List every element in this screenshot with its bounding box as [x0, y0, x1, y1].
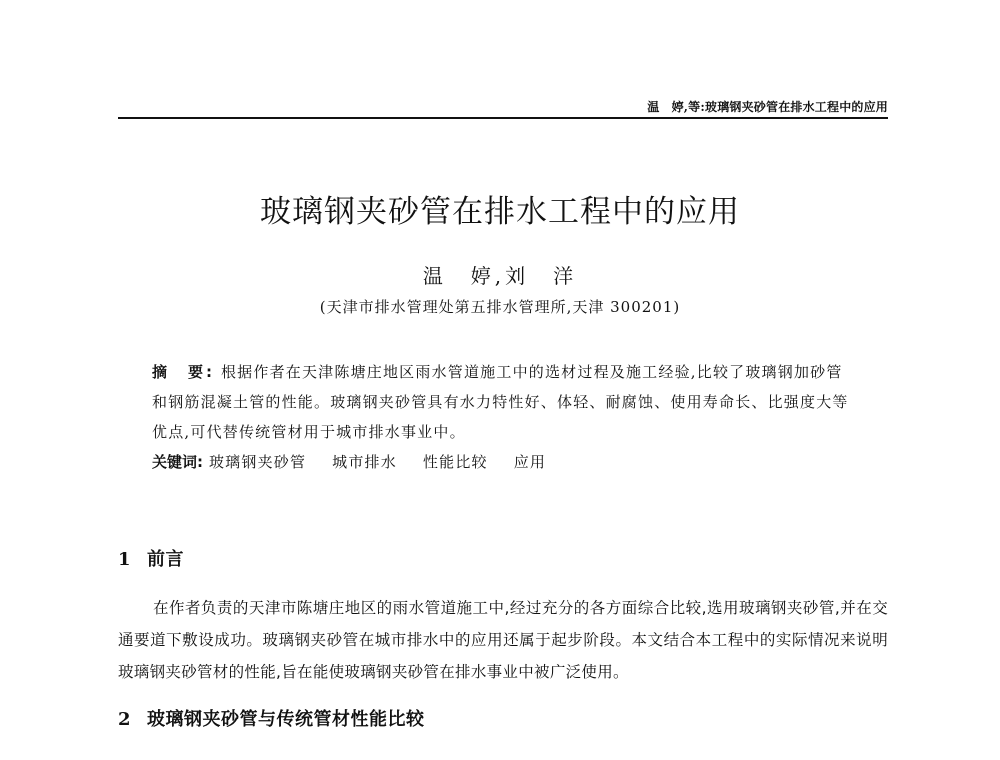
keyword: 城市排水 — [332, 453, 397, 471]
running-header: 温 婷,等:玻璃钢夹砂管在排水工程中的应用 — [647, 100, 888, 114]
section-heading-introduction — [118, 545, 184, 571]
keywords-label: 关键词: — [152, 453, 203, 471]
abstract-block — [152, 357, 857, 477]
section-heading-comparison — [118, 705, 425, 731]
body-paragraph: 在作者负责的天津市陈塘庄地区的雨水管道施工中,经过充分的各方面综合比较,选用玻璃钢夹砂管,并在交通要道下敷设成功。玻璃钢夹砂管在城市排水中的应用还属于起步阶段。本文结合本工程中的实际情况来说明玻璃钢夹砂管材的性能,旨在能使玻璃钢夹砂管在排水事业中被广泛使用。 — [118, 599, 888, 681]
abstract-text: 根据作者在天津陈塘庄地区雨水管道施工中的选材过程及施工经验,比较了玻璃钢加砂管和钢筋混凝土管的性能。玻璃钢夹砂管具有水力特性好、体轻、耐腐蚀、使用寿命长、比强度大等优点,可代替传统管材用于城市排水事业中。 — [152, 363, 849, 441]
keywords-line — [152, 447, 857, 477]
authors: 温 婷,刘 洋 — [422, 264, 578, 288]
keyword: 性能比较 — [422, 453, 488, 471]
keyword: 玻璃钢夹砂管 — [208, 453, 307, 471]
section-title: 前言 — [147, 549, 185, 570]
affiliation: (天津市排水管理处第五排水管理所,天津 300201) — [319, 298, 681, 316]
abstract-label: 摘 要: — [152, 363, 215, 381]
paper-title: 玻璃钢夹砂管在排水工程中的应用 — [260, 194, 740, 230]
keyword: 应用 — [513, 453, 547, 471]
header-rule — [118, 117, 888, 119]
section-number: 2 — [118, 709, 132, 730]
section-number: 1 — [118, 549, 132, 570]
section-title: 玻璃钢夹砂管与传统管材性能比较 — [147, 709, 425, 730]
